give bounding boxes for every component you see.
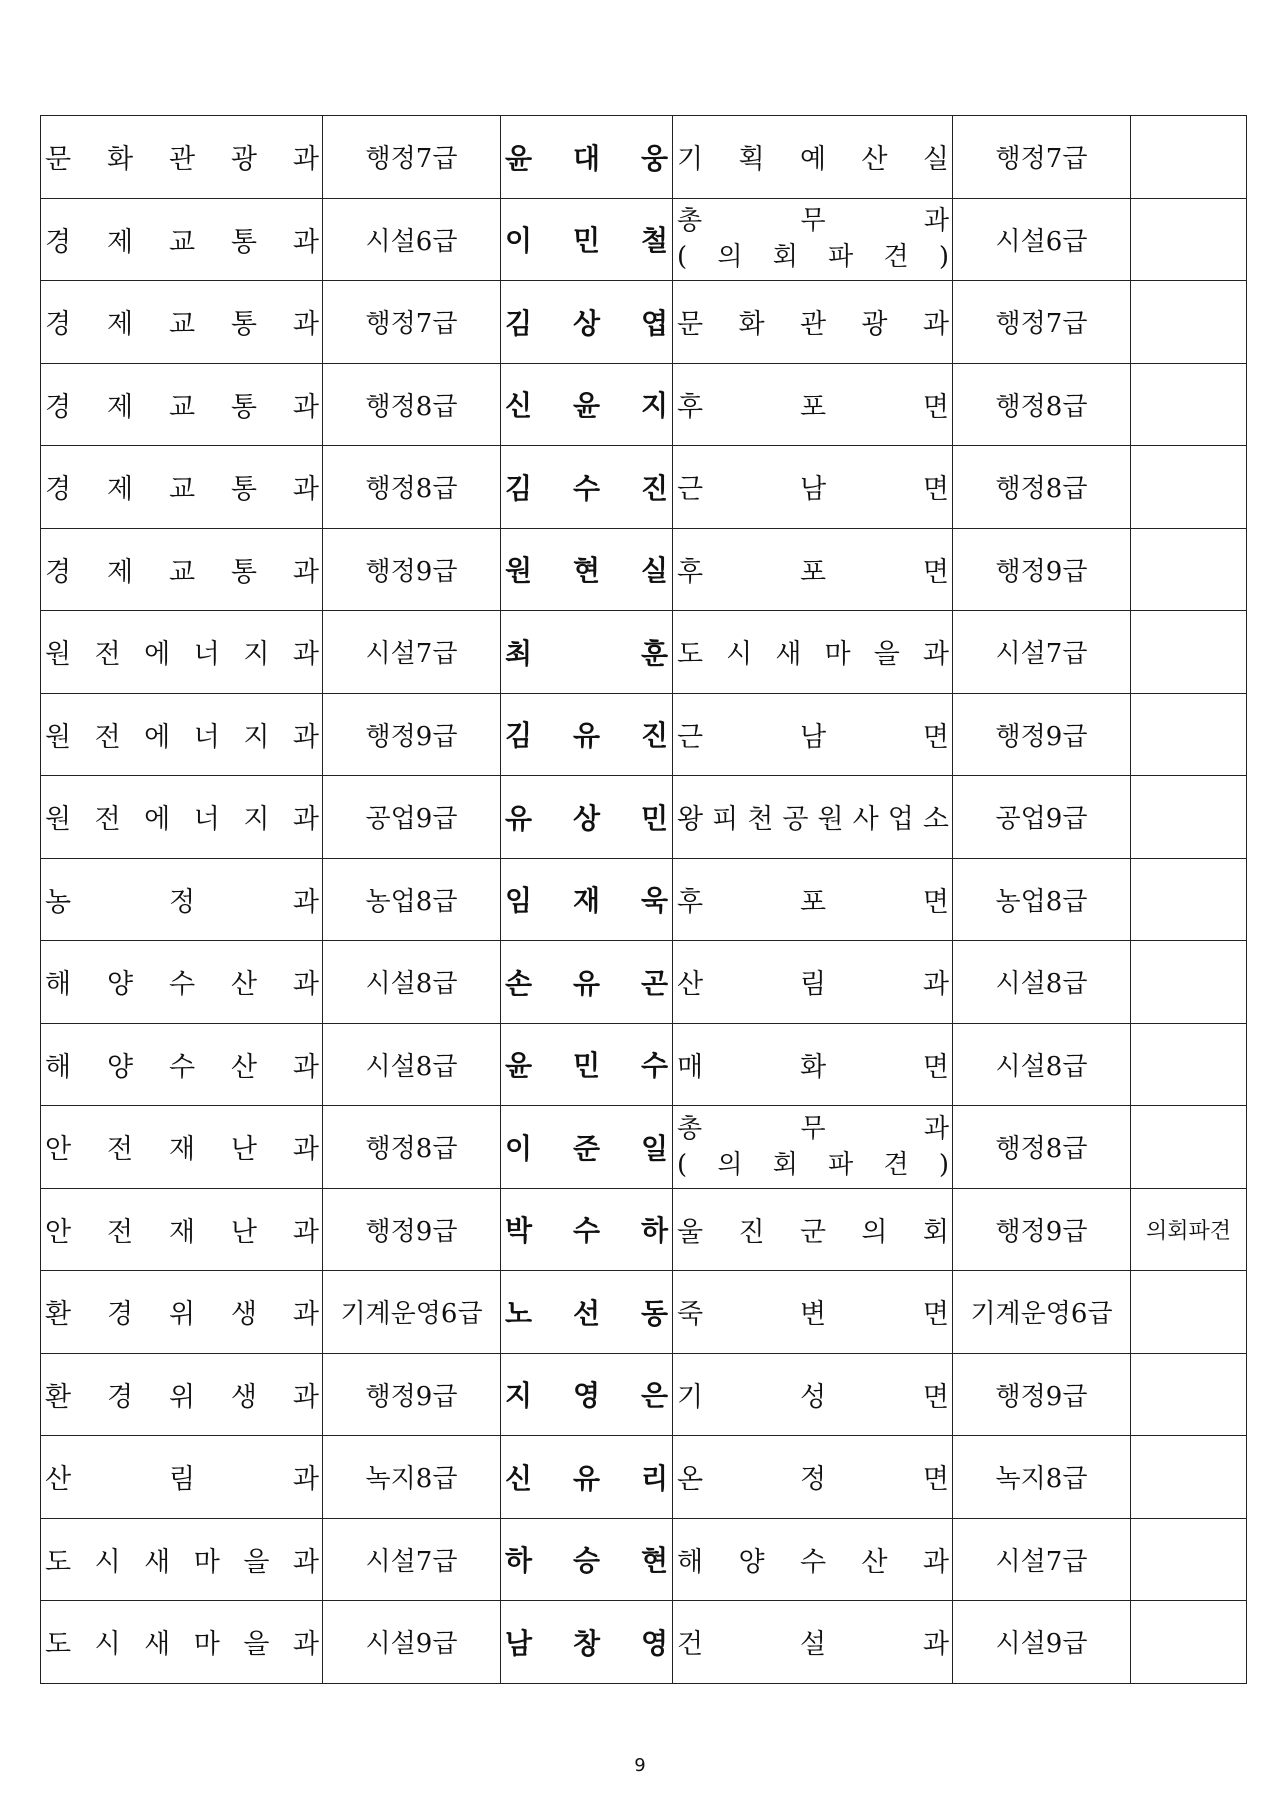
to-dept-cell: 근 남 면 <box>673 693 953 776</box>
name-cell: 임 재 욱 <box>501 858 673 941</box>
name-cell: 김 수 진 <box>501 446 673 529</box>
from-dept-cell: 원 전 에 너 지 과 <box>41 776 323 859</box>
new-grade-cell: 공업9급 <box>953 776 1131 859</box>
grade-cell: 행정9급 <box>323 693 501 776</box>
new-grade-cell: 시설6급 <box>953 198 1131 281</box>
to-dept-cell: 문 화 관 광 과 <box>673 281 953 364</box>
table-row <box>41 198 1247 281</box>
name-cell: 지 영 은 <box>501 1353 673 1436</box>
grade-cell: 행정8급 <box>323 1106 501 1189</box>
to-dept-cell: 후 포 면 <box>673 858 953 941</box>
name-cell: 신 유 리 <box>501 1436 673 1519</box>
note-cell <box>1131 1023 1247 1106</box>
table-row <box>41 1023 1247 1106</box>
to-dept-cell: 울 진 군 의 회 <box>673 1188 953 1271</box>
to-dept-cell: 총 무 과 ( 의 회 파 견 ) <box>673 198 953 281</box>
new-grade-cell: 행정8급 <box>953 1106 1131 1189</box>
note-cell <box>1131 1271 1247 1354</box>
note-cell <box>1131 446 1247 529</box>
note-cell <box>1131 1106 1247 1189</box>
to-dept-cell: 왕 피 천 공 원 사 업 소 <box>673 776 953 859</box>
from-dept-cell: 산 림 과 <box>41 1436 323 1519</box>
name-cell: 윤 민 수 <box>501 1023 673 1106</box>
grade-cell: 공업9급 <box>323 776 501 859</box>
name-cell: 최 훈 <box>501 611 673 694</box>
grade-cell: 행정9급 <box>323 528 501 611</box>
to-dept-cell: 기 성 면 <box>673 1353 953 1436</box>
table-row <box>41 776 1247 859</box>
table-row <box>41 1436 1247 1519</box>
to-dept-cell: 건 설 과 <box>673 1601 953 1684</box>
from-dept-cell: 원 전 에 너 지 과 <box>41 611 323 694</box>
grade-cell: 기계운영6급 <box>323 1271 501 1354</box>
to-dept-cell: 근 남 면 <box>673 446 953 529</box>
note-cell <box>1131 1436 1247 1519</box>
from-dept-cell: 안 전 재 난 과 <box>41 1188 323 1271</box>
grade-cell: 시설7급 <box>323 1518 501 1601</box>
note-cell <box>1131 611 1247 694</box>
note-cell: 의회파견 <box>1131 1188 1247 1271</box>
grade-cell: 행정9급 <box>323 1188 501 1271</box>
grade-cell: 농업8급 <box>323 858 501 941</box>
to-dept-cell: 온 정 면 <box>673 1436 953 1519</box>
name-cell: 김 상 엽 <box>501 281 673 364</box>
new-grade-cell: 시설8급 <box>953 1023 1131 1106</box>
new-grade-cell: 시설7급 <box>953 1518 1131 1601</box>
note-cell <box>1131 776 1247 859</box>
note-cell <box>1131 528 1247 611</box>
name-cell: 윤 대 웅 <box>501 116 673 199</box>
table-row <box>41 858 1247 941</box>
new-grade-cell: 기계운영6급 <box>953 1271 1131 1354</box>
grade-cell: 행정8급 <box>323 446 501 529</box>
name-cell: 하 승 현 <box>501 1518 673 1601</box>
table-row <box>41 528 1247 611</box>
note-cell <box>1131 858 1247 941</box>
table-row <box>41 1601 1247 1684</box>
name-cell: 노 선 동 <box>501 1271 673 1354</box>
new-grade-cell: 시설7급 <box>953 611 1131 694</box>
name-cell: 박 수 하 <box>501 1188 673 1271</box>
grade-cell: 시설6급 <box>323 198 501 281</box>
name-cell: 원 현 실 <box>501 528 673 611</box>
table-row <box>41 1518 1247 1601</box>
new-grade-cell: 시설8급 <box>953 941 1131 1024</box>
grade-cell: 행정9급 <box>323 1353 501 1436</box>
table-row <box>41 363 1247 446</box>
from-dept-cell: 경 제 교 통 과 <box>41 198 323 281</box>
from-dept-cell: 농 정 과 <box>41 858 323 941</box>
name-cell: 신 윤 지 <box>501 363 673 446</box>
grade-cell: 행정7급 <box>323 281 501 364</box>
grade-cell: 행정8급 <box>323 363 501 446</box>
from-dept-cell: 도 시 새 마 을 과 <box>41 1601 323 1684</box>
to-dept-sub: ( 의 회 파 견 ) <box>677 1149 949 1180</box>
name-cell: 남 창 영 <box>501 1601 673 1684</box>
new-grade-cell: 행정7급 <box>953 116 1131 199</box>
new-grade-cell: 행정9급 <box>953 528 1131 611</box>
to-dept-cell: 산 림 과 <box>673 941 953 1024</box>
new-grade-cell: 행정8급 <box>953 446 1131 529</box>
new-grade-cell: 행정9급 <box>953 1188 1131 1271</box>
from-dept-cell: 환 경 위 생 과 <box>41 1353 323 1436</box>
new-grade-cell: 행정7급 <box>953 281 1131 364</box>
from-dept-cell: 문 화 관 광 과 <box>41 116 323 199</box>
from-dept-cell: 경 제 교 통 과 <box>41 363 323 446</box>
from-dept-cell: 원 전 에 너 지 과 <box>41 693 323 776</box>
to-dept-sub: ( 의 회 파 견 ) <box>677 242 949 273</box>
table-row <box>41 1271 1247 1354</box>
from-dept-cell: 경 제 교 통 과 <box>41 528 323 611</box>
table-row <box>41 446 1247 529</box>
note-cell <box>1131 693 1247 776</box>
name-cell: 이 준 일 <box>501 1106 673 1189</box>
note-cell <box>1131 1353 1247 1436</box>
to-dept-cell: 총 무 과 ( 의 회 파 견 ) <box>673 1106 953 1189</box>
grade-cell: 행정7급 <box>323 116 501 199</box>
table-row <box>41 941 1247 1024</box>
from-dept-cell: 경 제 교 통 과 <box>41 281 323 364</box>
note-cell <box>1131 116 1247 199</box>
to-dept-cell: 후 포 면 <box>673 528 953 611</box>
name-cell: 이 민 철 <box>501 198 673 281</box>
to-dept-cell: 죽 변 면 <box>673 1271 953 1354</box>
new-grade-cell: 행정8급 <box>953 363 1131 446</box>
grade-cell: 시설8급 <box>323 1023 501 1106</box>
table-row <box>41 693 1247 776</box>
grade-cell: 시설9급 <box>323 1601 501 1684</box>
table-row <box>41 1353 1247 1436</box>
to-dept-cell: 후 포 면 <box>673 363 953 446</box>
note-cell <box>1131 281 1247 364</box>
note-cell <box>1131 1601 1247 1684</box>
from-dept-cell: 환 경 위 생 과 <box>41 1271 323 1354</box>
table-body <box>41 116 1247 1684</box>
table-row <box>41 611 1247 694</box>
new-grade-cell: 녹지8급 <box>953 1436 1131 1519</box>
new-grade-cell: 행정9급 <box>953 693 1131 776</box>
to-dept-cell: 해 양 수 산 과 <box>673 1518 953 1601</box>
note-cell <box>1131 198 1247 281</box>
new-grade-cell: 농업8급 <box>953 858 1131 941</box>
personnel-table <box>40 115 1247 1684</box>
grade-cell: 녹지8급 <box>323 1436 501 1519</box>
grade-cell: 시설8급 <box>323 941 501 1024</box>
grade-cell: 시설7급 <box>323 611 501 694</box>
page-number: 9 <box>634 1755 646 1776</box>
table-row <box>41 1106 1247 1189</box>
note-cell <box>1131 363 1247 446</box>
table-row <box>41 281 1247 364</box>
to-dept-cell: 매 화 면 <box>673 1023 953 1106</box>
new-grade-cell: 행정9급 <box>953 1353 1131 1436</box>
from-dept-cell: 경 제 교 통 과 <box>41 446 323 529</box>
to-dept-cell: 도 시 새 마 을 과 <box>673 611 953 694</box>
to-dept-cell: 기 획 예 산 실 <box>673 116 953 199</box>
from-dept-cell: 해 양 수 산 과 <box>41 1023 323 1106</box>
name-cell: 유 상 민 <box>501 776 673 859</box>
from-dept-cell: 해 양 수 산 과 <box>41 941 323 1024</box>
from-dept-cell: 안 전 재 난 과 <box>41 1106 323 1189</box>
name-cell: 김 유 진 <box>501 693 673 776</box>
from-dept-cell: 도 시 새 마 을 과 <box>41 1518 323 1601</box>
note-cell <box>1131 941 1247 1024</box>
table-row <box>41 116 1247 199</box>
new-grade-cell: 시설9급 <box>953 1601 1131 1684</box>
table-row <box>41 1188 1247 1271</box>
name-cell: 손 유 곤 <box>501 941 673 1024</box>
note-cell <box>1131 1518 1247 1601</box>
